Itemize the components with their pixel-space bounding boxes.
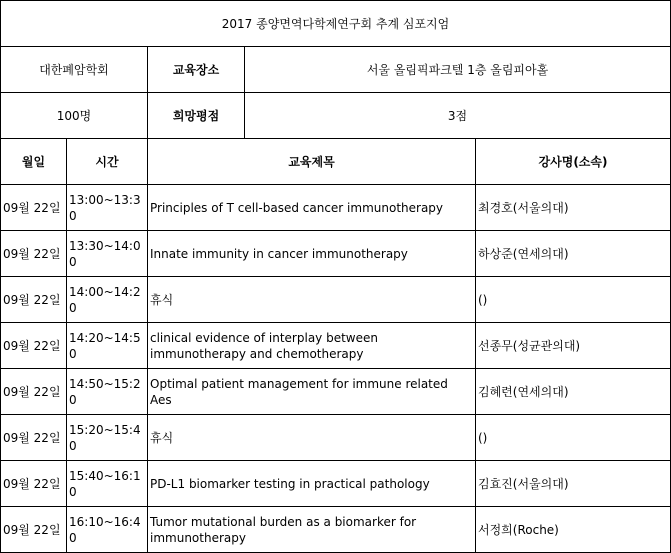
credit-value: 3점 [245,93,671,139]
session-date: 09월 22일 [1,507,67,553]
title-row [1,1,671,47]
table-row [1,415,671,461]
header-time: 시간 [67,139,148,185]
header-date: 월일 [1,139,67,185]
session-date: 09월 22일 [1,323,67,369]
session-speaker: 김효진(서울의대) [476,461,671,507]
table-row [1,277,671,323]
table-row [1,185,671,231]
credit-label: 희망평점 [148,93,245,139]
table-row [1,323,671,369]
session-topic: 휴식 [148,277,476,323]
capacity-cell: 100명 [1,93,148,139]
session-date: 09월 22일 [1,461,67,507]
session-topic: 휴식 [148,415,476,461]
session-time: 14:50~15:20 [67,369,148,415]
header-speaker: 강사명(소속) [476,139,671,185]
symposium-title: 2017 종양면역다학제연구회 추계 심포지엄 [1,1,671,47]
session-time: 15:40~16:10 [67,461,148,507]
info-row-venue [1,47,671,93]
session-time: 13:30~14:00 [67,231,148,277]
header-topic: 교육제목 [148,139,476,185]
header-row [1,139,671,185]
session-date: 09월 22일 [1,415,67,461]
session-time: 15:20~15:40 [67,415,148,461]
venue-label: 교육장소 [148,47,245,93]
info-row-capacity [1,93,671,139]
session-time: 14:20~14:50 [67,323,148,369]
session-topic: Optimal patient management for immune related Aes [148,369,476,415]
session-speaker: 선종무(성균관의대) [476,323,671,369]
session-speaker: 최경호(서울의대) [476,185,671,231]
session-topic: Tumor mutational burden as a biomarker for immunotherapy [148,507,476,553]
session-date: 09월 22일 [1,231,67,277]
session-topic: clinical evidence of interplay between immunotherapy and chemotherapy [148,323,476,369]
session-topic: Innate immunity in cancer immunotherapy [148,231,476,277]
session-date: 09월 22일 [1,277,67,323]
session-speaker: 하상준(연세의대) [476,231,671,277]
session-time: 13:00~13:30 [67,185,148,231]
table-row [1,461,671,507]
session-speaker: 서정희(Roche) [476,507,671,553]
session-topic: PD-L1 biomarker testing in practical pathology [148,461,476,507]
schedule-table-body [1,1,671,553]
session-time: 14:00~14:20 [67,277,148,323]
session-speaker: 김혜련(연세의대) [476,369,671,415]
table-row [1,369,671,415]
session-date: 09월 22일 [1,185,67,231]
session-speaker: () [476,277,671,323]
table-row [1,231,671,277]
venue-value: 서울 올림픽파크텔 1층 올림피아홀 [245,47,671,93]
session-time: 16:10~16:40 [67,507,148,553]
session-date: 09월 22일 [1,369,67,415]
organizer-cell: 대한폐암학회 [1,47,148,93]
session-speaker: () [476,415,671,461]
session-topic: Principles of T cell-based cancer immunotherapy [148,185,476,231]
table-row [1,507,671,553]
